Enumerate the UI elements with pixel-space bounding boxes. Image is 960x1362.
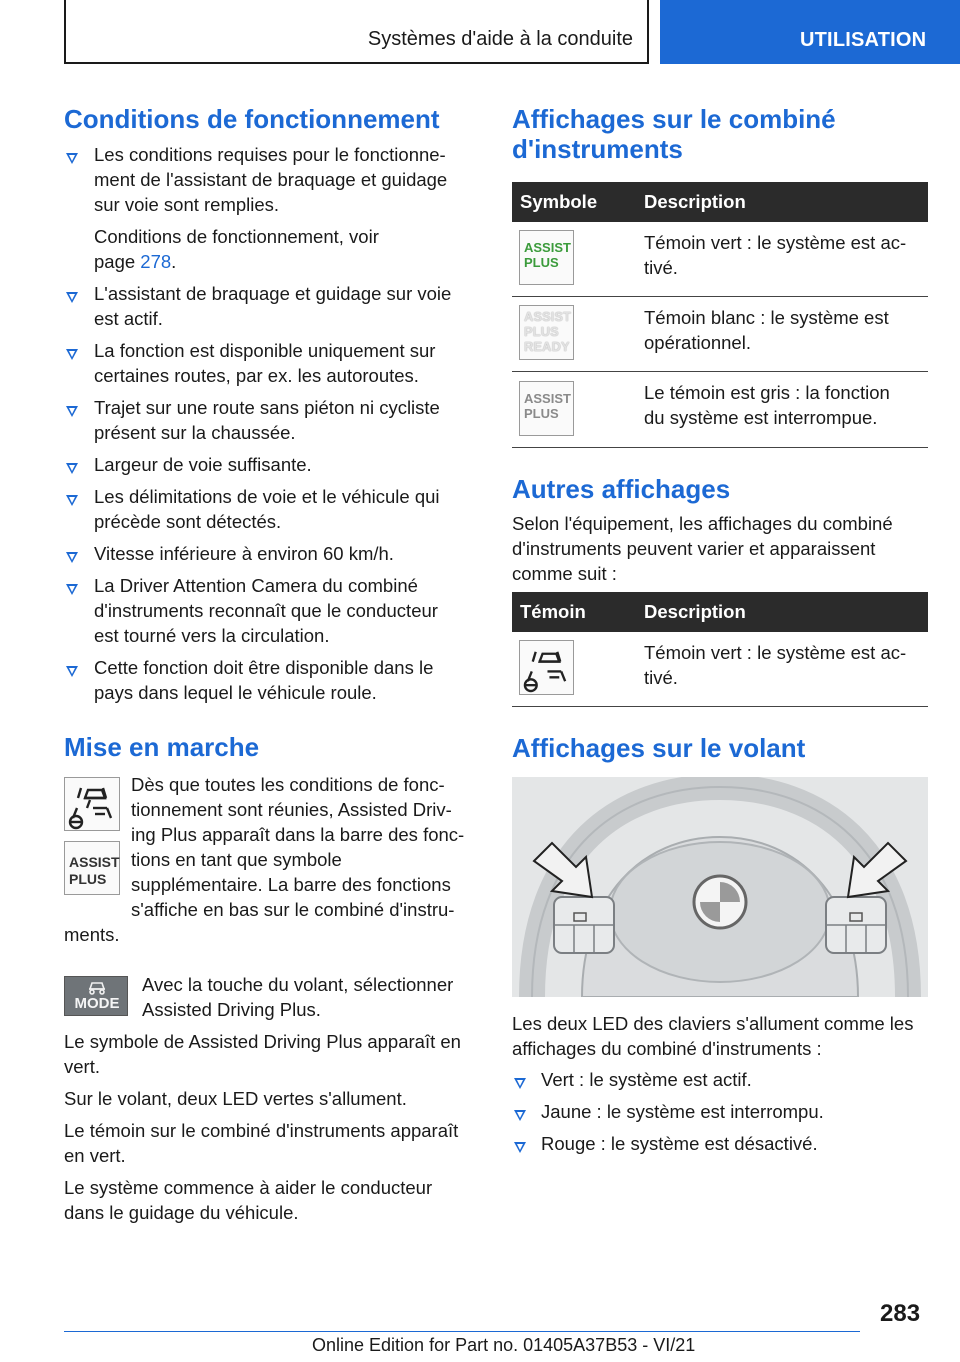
table1-row1-desc: Témoin vert : le système est ac- tivé. (644, 232, 907, 278)
condition-item-1: Les conditions requises pour le fonctionne- ment de l'assistant de braquage et guidage sur voie sont remplies. (94, 144, 448, 215)
footer-edition: Online Edition for Part no. 01405A37B53 - VI/21 (312, 1335, 696, 1355)
condition-item-3: La fonction est disponible uniquement sur certaines routes, par ex. les autoroutes. (94, 340, 436, 386)
bullet-marker (66, 406, 78, 417)
bullet-marker (514, 1110, 526, 1121)
footer-divider (64, 1331, 860, 1332)
table1-header (512, 182, 928, 222)
condition-item-9: Cette fonction doit être disponible dans le pays dans lequel le véhicule roule. (94, 657, 434, 703)
paragraph-led-green: Sur le volant, deux LED vertes s'allument. (64, 1088, 407, 1109)
bullet-marker (66, 495, 78, 506)
wheel-bullet-green: Vert : le système est actif. (541, 1069, 752, 1090)
condition-item-1-reference: Conditions de fonctionnement, voir page 278. (94, 226, 379, 272)
wheel-bullet-yellow: Jaune : le système est interrompu. (541, 1101, 824, 1122)
condition-item-6: Les délimitations de voie et le véhicule qui précède sont détectés. (94, 486, 440, 532)
bullet-marker (514, 1078, 526, 1089)
other-displays-paragraph: Selon l'équipement, les affichages du combiné d'instruments peuvent varier et apparaissent comme suit : (512, 513, 893, 584)
display-heading: Affichages sur le combiné d'instruments (512, 104, 836, 164)
header-chapter-title: UTILISATION (800, 29, 927, 51)
table2-header-indicator: Témoin (520, 601, 586, 622)
assist-plus-green-icon: ASSIST PLUS (519, 230, 574, 285)
start-paragraph-1-tail: ments. (64, 924, 120, 945)
table2-header (512, 592, 928, 632)
condition-item-5: Largeur de voie suffisante. (94, 454, 312, 475)
bullet-marker (66, 153, 78, 164)
conditions-heading: Conditions de fonctionnement (64, 104, 440, 134)
assist-plus-ready-white-icon: ASSIST PLUS READY (519, 305, 574, 360)
other-displays-heading: Autres affichages (512, 474, 731, 504)
table2-row1-desc: Témoin vert : le système est ac- tivé. (644, 642, 907, 688)
page-link[interactable]: 278 (140, 251, 172, 272)
condition-item-7: Vitesse inférieure à environ 60 km/h. (94, 543, 394, 564)
header-chapter-tab (660, 0, 960, 64)
condition-item-2: L'assistant de braquage et guidage sur voie est actif. (94, 283, 452, 329)
paragraph-indicator-green: Le témoin sur le combiné d'instruments apparaît en vert. (64, 1120, 459, 1166)
start-heading: Mise en marche (64, 732, 260, 762)
bullet-marker (66, 584, 78, 595)
header-section-title: Systèmes d'aide à la conduite (367, 28, 633, 50)
wheel-bullet-red: Rouge : le système est désactivé. (541, 1133, 818, 1154)
assist-plus-icon: ASSIST PLUS (64, 841, 120, 895)
paragraph-system-assist: Le système commence à aider le conducteur dans le guidage du véhicule. (64, 1177, 433, 1223)
table2-header-description: Description (644, 601, 746, 622)
condition-item-8: La Driver Attention Camera du combiné d'instruments reconnaît que le conducteur est tourné vers la circulation. (94, 575, 438, 646)
bullet-marker (514, 1142, 526, 1153)
steering-assist-green-icon (519, 640, 574, 695)
table1-row3-desc: Le témoin est gris : la fonction du système est interrompue. (644, 382, 890, 428)
table1-divider (512, 447, 928, 448)
table1-header-description: Description (644, 191, 746, 212)
wheel-heading: Affichages sur le volant (512, 733, 806, 763)
table2-divider (512, 706, 928, 707)
page-number: 283 (880, 1300, 921, 1327)
bullet-marker (66, 463, 78, 474)
start-paragraph-2: Avec la touche du volant, sélectionner Assisted Driving Plus. (142, 974, 454, 1020)
table1-header-symbol: Symbole (520, 191, 598, 212)
bullet-marker (66, 292, 78, 303)
bullet-marker (66, 666, 78, 677)
wheel-paragraph: Les deux LED des claviers s'allument comme les affichages du combiné d'instruments : (512, 1013, 914, 1059)
steering-assist-icon (64, 777, 120, 831)
assist-plus-gray-icon: ASSIST PLUS (519, 381, 574, 436)
start-paragraph-1-wrap: Dès que toutes les conditions de fonc- tionnement sont réunies, Assisted Driv- ing Plus apparaît dans la barre des fonc- tions en tant que symbole supplémentaire. La barre des fonctions s'affiche en bas sur le combiné d'instru- (131, 774, 465, 920)
table1-divider (512, 296, 928, 297)
table1-divider (512, 371, 928, 372)
header-section-box (64, 0, 649, 64)
steering-wheel-illustration (512, 777, 928, 997)
mode-button-icon: MODE (64, 976, 128, 1016)
condition-item-4: Trajet sur une route sans piéton ni cycliste présent sur la chaussée. (94, 397, 440, 443)
table1-row2-desc: Témoin blanc : le système est opérationnel. (644, 307, 889, 353)
bullet-marker (66, 349, 78, 360)
paragraph-symbol-green: Le symbole de Assisted Driving Plus apparaît en vert. (64, 1031, 461, 1077)
bullet-marker (66, 552, 78, 563)
